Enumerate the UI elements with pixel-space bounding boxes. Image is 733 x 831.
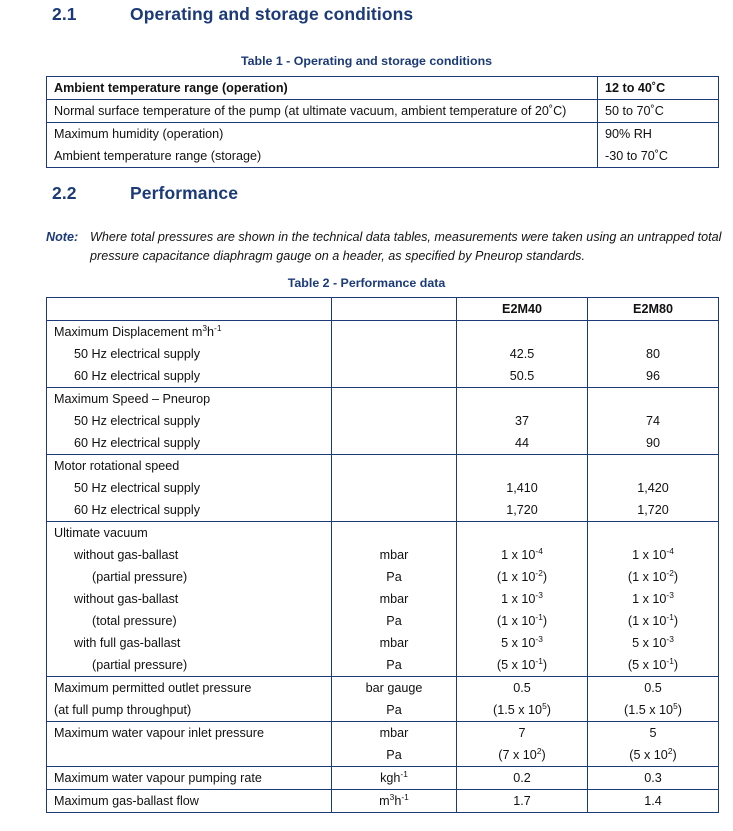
- table-cell-unit: kgh$^{-1}$: [332, 767, 457, 790]
- table-cell-label: Motor rotational speed: [47, 455, 332, 478]
- performance-data-table: [46, 297, 719, 813]
- table-cell-label: Ultimate vacuum: [47, 522, 332, 545]
- table-row: [47, 699, 719, 722]
- table-cell-unit: mbar: [332, 544, 457, 566]
- table-cell-e2m40: [457, 388, 588, 411]
- table-cell-unit: mbar: [332, 632, 457, 654]
- section-title: Operating and storage conditions: [130, 4, 414, 24]
- table-cell-e2m80: 74: [588, 410, 719, 432]
- table-cell-label: without gas-ballast: [47, 544, 332, 566]
- table-cell-e2m40: (1 x $10^{-2}$): [457, 566, 588, 588]
- table-cell-label: Maximum humidity (operation): [47, 123, 598, 146]
- table-cell-e2m80: (1.5 x $10^5$): [588, 699, 719, 722]
- section-heading-2-1: [46, 4, 413, 25]
- table-row: [47, 566, 719, 588]
- table-cell-unit: $m^3h^{-1}$: [332, 790, 457, 813]
- table-cell-e2m80: 0.3: [588, 767, 719, 790]
- table-cell-unit: [332, 388, 457, 411]
- table-cell-e2m40: [457, 522, 588, 545]
- table-cell-label: Maximum permitted outlet pressure: [47, 677, 332, 700]
- column-header-blank: [47, 298, 332, 321]
- table-cell-unit: [332, 321, 457, 344]
- table-cell-unit: [332, 477, 457, 499]
- table-row: [47, 499, 719, 522]
- table-cell-e2m80: 80: [588, 343, 719, 365]
- table-cell-unit: [332, 365, 457, 388]
- table-cell-e2m80: 96: [588, 365, 719, 388]
- table-cell-value: 90% RH: [598, 123, 719, 146]
- table-cell-unit: [332, 432, 457, 455]
- section-heading-2-2: [46, 183, 238, 204]
- table-row: [47, 790, 719, 813]
- table-cell-value: 50 to 70˚C: [598, 100, 719, 123]
- table-cell-e2m40: 0.2: [457, 767, 588, 790]
- table-cell-label: Maximum Displacement $m^3h^{-1}$: [47, 321, 332, 344]
- table-cell-e2m80: 1.4: [588, 790, 719, 813]
- table-cell-e2m80: 1 x $10^{-3}$: [588, 588, 719, 610]
- table-row: [47, 321, 719, 344]
- table-cell-label: Ambient temperature range (operation): [47, 77, 598, 100]
- table-1-caption: Table 1 - Operating and storage conditions: [240, 54, 493, 68]
- table-row: [47, 343, 719, 365]
- table-cell-e2m40: 1 x $10^{-3}$: [457, 588, 588, 610]
- table-cell-e2m40: [457, 455, 588, 478]
- table-cell-unit: mbar: [332, 588, 457, 610]
- table-row: [47, 100, 719, 123]
- table-cell-label: (partial pressure): [47, 654, 332, 677]
- table-cell-e2m80: 1,720: [588, 499, 719, 522]
- table-cell-e2m40: (5 x $10^{-1}$): [457, 654, 588, 677]
- table-cell-e2m40: 0.5: [457, 677, 588, 700]
- table-cell-value: 12 to 40˚C: [598, 77, 719, 100]
- table-cell-unit: [332, 343, 457, 365]
- table-cell-value: -30 to 70˚C: [598, 145, 719, 168]
- table-cell-unit: Pa: [332, 610, 457, 632]
- table-cell-e2m40: 5 x $10^{-3}$: [457, 632, 588, 654]
- table-cell-label: (at full pump throughput): [47, 699, 332, 722]
- table-row: [47, 767, 719, 790]
- note-label: Note:: [46, 230, 79, 244]
- table-cell-label: 50 Hz electrical supply: [47, 410, 332, 432]
- table-row: [47, 588, 719, 610]
- table-cell-e2m40: 1,410: [457, 477, 588, 499]
- table-cell-unit: [332, 522, 457, 545]
- table-cell-unit: bar gauge: [332, 677, 457, 700]
- section-title: Performance: [130, 183, 239, 203]
- table-cell-e2m40: 1,720: [457, 499, 588, 522]
- table-cell-e2m80: [588, 522, 719, 545]
- table-row: [47, 410, 719, 432]
- table-cell-e2m40: (1 x $10^{-1}$): [457, 610, 588, 632]
- table-cell-unit: Pa: [332, 566, 457, 588]
- table-cell-label: with full gas-ballast: [47, 632, 332, 654]
- table-cell-label: Ambient temperature range (storage): [47, 145, 598, 168]
- section-number: 2.2: [52, 183, 77, 203]
- table-cell-e2m80: [588, 455, 719, 478]
- table-cell-label: 60 Hz electrical supply: [47, 365, 332, 388]
- table-row: [47, 388, 719, 411]
- table-2-body: [47, 298, 719, 813]
- table-cell-label: 50 Hz electrical supply: [47, 343, 332, 365]
- table-cell-label: Normal surface temperature of the pump (at ultimate vacuum, ambient temperature of 20˚C): [47, 100, 598, 123]
- table-cell-unit: Pa: [332, 654, 457, 677]
- table-cell-e2m40: [457, 321, 588, 344]
- table-cell-label: 60 Hz electrical supply: [47, 499, 332, 522]
- table-row: [47, 677, 719, 700]
- table-cell-e2m40: 44: [457, 432, 588, 455]
- table-header-row: [47, 298, 719, 321]
- column-header-e2m40: E2M40: [457, 298, 588, 321]
- table-cell-unit: Pa: [332, 744, 457, 767]
- table-cell-e2m80: (1 x $10^{-1}$): [588, 610, 719, 632]
- table-row: [47, 744, 719, 767]
- table-cell-label: 60 Hz electrical supply: [47, 432, 332, 455]
- table-cell-e2m80: 90: [588, 432, 719, 455]
- table-cell-e2m40: (7 x $10^2$): [457, 744, 588, 767]
- table-cell-label: Maximum water vapour pumping rate: [47, 767, 332, 790]
- column-header-unit: [332, 298, 457, 321]
- table-cell-unit: [332, 499, 457, 522]
- table-row: [47, 722, 719, 745]
- table-row: [47, 77, 719, 100]
- table-row: [47, 477, 719, 499]
- note-text: Where total pressures are shown in the technical data tables, measurements were taken using an untrapped total pressure capacitance diaphragm gauge on a header, as specified by Pneurop standards.: [90, 230, 722, 263]
- table-cell-e2m80: [588, 388, 719, 411]
- table-cell-e2m40: (1.5 x $10^5$): [457, 699, 588, 722]
- table-cell-e2m40: 1 x $10^{-4}$: [457, 544, 588, 566]
- table-row: [47, 654, 719, 677]
- table-cell-label: Maximum water vapour inlet pressure: [47, 722, 332, 745]
- table-cell-e2m40: 1.7: [457, 790, 588, 813]
- table-row: [47, 522, 719, 545]
- table-cell-e2m40: 42.5: [457, 343, 588, 365]
- table-row: [47, 145, 719, 168]
- table-cell-e2m80: 5: [588, 722, 719, 745]
- table-row: [47, 365, 719, 388]
- table-cell-label: 50 Hz electrical supply: [47, 477, 332, 499]
- table-cell-e2m80: 5 x $10^{-3}$: [588, 632, 719, 654]
- table-cell-e2m40: 37: [457, 410, 588, 432]
- table-cell-unit: [332, 410, 457, 432]
- column-header-e2m80: E2M80: [588, 298, 719, 321]
- table-row: [47, 455, 719, 478]
- table-cell-unit: mbar: [332, 722, 457, 745]
- table-2-caption: Table 2 - Performance data: [287, 276, 446, 290]
- table-cell-e2m40: 50.5: [457, 365, 588, 388]
- table-cell-e2m80: 1 x $10^{-4}$: [588, 544, 719, 566]
- note-block: [46, 228, 722, 265]
- section-number: 2.1: [52, 4, 77, 24]
- table-cell-e2m80: 0.5: [588, 677, 719, 700]
- table-cell-e2m80: 1,420: [588, 477, 719, 499]
- table-row: [47, 610, 719, 632]
- table-cell-e2m40: 7: [457, 722, 588, 745]
- table-cell-unit: [332, 455, 457, 478]
- table-cell-label: without gas-ballast: [47, 588, 332, 610]
- table-cell-label: Maximum gas-ballast flow: [47, 790, 332, 813]
- table-cell-label: (total pressure): [47, 610, 332, 632]
- table-cell-e2m80: (5 x $10^2$): [588, 744, 719, 767]
- table-cell-unit: Pa: [332, 699, 457, 722]
- table-cell-e2m80: (1 x $10^{-2}$): [588, 566, 719, 588]
- table-row: [47, 123, 719, 146]
- operating-storage-conditions-table: [46, 76, 719, 168]
- table-cell-label: Maximum Speed – Pneurop: [47, 388, 332, 411]
- table-cell-label: [47, 744, 332, 767]
- table-cell-e2m80: [588, 321, 719, 344]
- table-row: [47, 632, 719, 654]
- table-cell-label: (partial pressure): [47, 566, 332, 588]
- table-1-body: [47, 77, 719, 168]
- table-cell-e2m80: (5 x $10^{-1}$): [588, 654, 719, 677]
- table-row: [47, 432, 719, 455]
- table-row: [47, 544, 719, 566]
